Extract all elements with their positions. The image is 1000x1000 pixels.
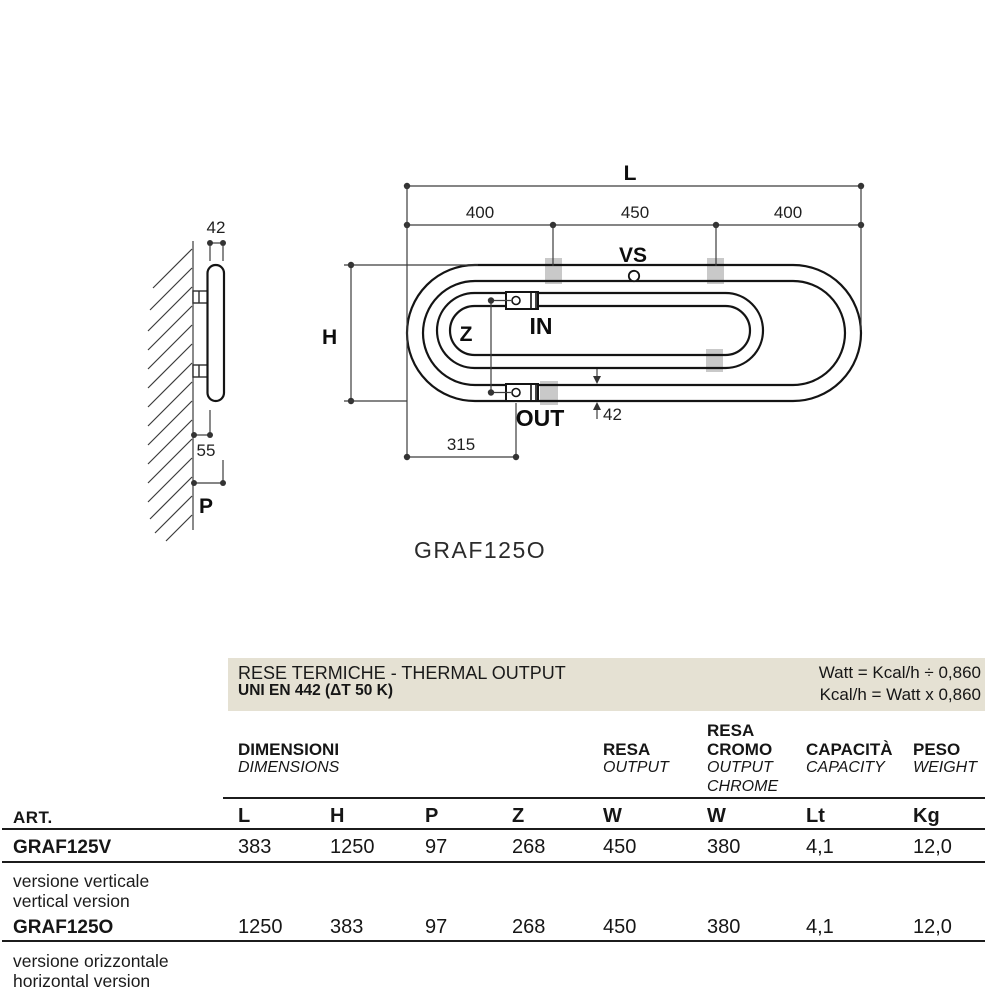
group-chrome-en1: OUTPUT — [707, 759, 773, 776]
group-chrome-it2: CROMO — [707, 740, 773, 759]
col-header-kg: Kg — [913, 805, 940, 827]
row1-h: 1250 — [330, 836, 375, 858]
thermal-output-band — [228, 658, 985, 711]
band-subtitle: UNI EN 442 (ΔT 50 K) — [238, 682, 393, 699]
dim-42-tube: 42 — [603, 405, 622, 424]
group-capacity-it: CAPACITÀ — [806, 740, 893, 759]
formula-watt: Watt = Kcal/h ÷ 0,860 — [818, 663, 981, 682]
row1-article: GRAF125V — [13, 837, 112, 858]
dim-315: 315 — [446, 435, 476, 454]
row2-kg: 12,0 — [913, 916, 952, 938]
rule-header — [2, 828, 985, 830]
group-chrome-it1: RESA — [707, 721, 755, 740]
row1-note-it: versione verticale — [13, 871, 150, 891]
radiator-side-profile — [208, 265, 225, 401]
row2-lt: 4,1 — [806, 916, 834, 938]
group-weight-it: PESO — [913, 740, 961, 759]
model-caption: GRAF125O — [414, 537, 547, 563]
col-header-w: W — [603, 805, 622, 827]
dim-450: 450 — [620, 203, 650, 222]
group-output-en: OUTPUT — [603, 759, 669, 776]
col-header-lt: Lt — [806, 805, 825, 827]
dim-l-label: L — [623, 162, 637, 185]
side-p-label: P — [199, 495, 214, 518]
rule-row2 — [2, 940, 985, 942]
group-weight-en: WEIGHT — [913, 759, 977, 776]
band-title: RESE TERMICHE - THERMAL OUTPUT — [238, 663, 566, 683]
row2-article: GRAF125O — [13, 917, 114, 938]
row2-z: 268 — [512, 916, 546, 938]
group-output-it: RESA — [603, 740, 651, 759]
row1-w-chrome: 380 — [707, 836, 741, 858]
vs-label: VS — [618, 244, 648, 267]
row2-w: 450 — [603, 916, 637, 938]
row1-p: 97 — [425, 836, 448, 858]
wall-hatching — [148, 249, 192, 541]
side-depth-dim: 42 — [206, 218, 226, 237]
row2-note-it: versione orizzontale — [13, 951, 169, 971]
h-label: H — [322, 326, 338, 349]
row2-h: 383 — [330, 916, 364, 938]
dim-400-left: 400 — [465, 203, 495, 222]
row2-l: 1250 — [238, 916, 283, 938]
z-label: Z — [459, 323, 473, 346]
row1-note-en: vertical version — [13, 891, 130, 911]
group-capacity-en: CAPACITY — [806, 759, 885, 776]
row2-w-chrome: 380 — [707, 916, 741, 938]
row1-l: 383 — [238, 836, 272, 858]
art-header: ART. — [13, 808, 53, 827]
row1-z: 268 — [512, 836, 546, 858]
row2-note-en: horizontal version — [13, 971, 151, 991]
out-label: OUT — [515, 405, 565, 431]
col-header-p: P — [425, 805, 439, 827]
vent-valve — [629, 271, 639, 281]
group-chrome-en2: CHROME — [707, 778, 779, 795]
row1-w: 450 — [603, 836, 637, 858]
in-label: IN — [529, 313, 553, 339]
rule-top — [223, 797, 985, 799]
dim-400-right: 400 — [773, 203, 803, 222]
side-brackets — [193, 291, 208, 377]
row1-lt: 4,1 — [806, 836, 834, 858]
side-offset-dim: 55 — [196, 441, 216, 460]
col-header-w-chrome: W — [707, 805, 726, 827]
formula-kcal: Kcal/h = Watt x 0,860 — [819, 685, 981, 704]
col-header-z: Z — [512, 805, 525, 827]
row2-p: 97 — [425, 916, 448, 938]
radiator-tubes — [407, 265, 861, 401]
col-header-h: H — [330, 805, 345, 827]
row1-kg: 12,0 — [913, 836, 952, 858]
col-header-l: L — [238, 805, 251, 827]
group-dimensions-it: DIMENSIONI — [238, 740, 340, 759]
rule-row1 — [2, 861, 985, 863]
group-dimensions-en: DIMENSIONS — [238, 759, 340, 776]
